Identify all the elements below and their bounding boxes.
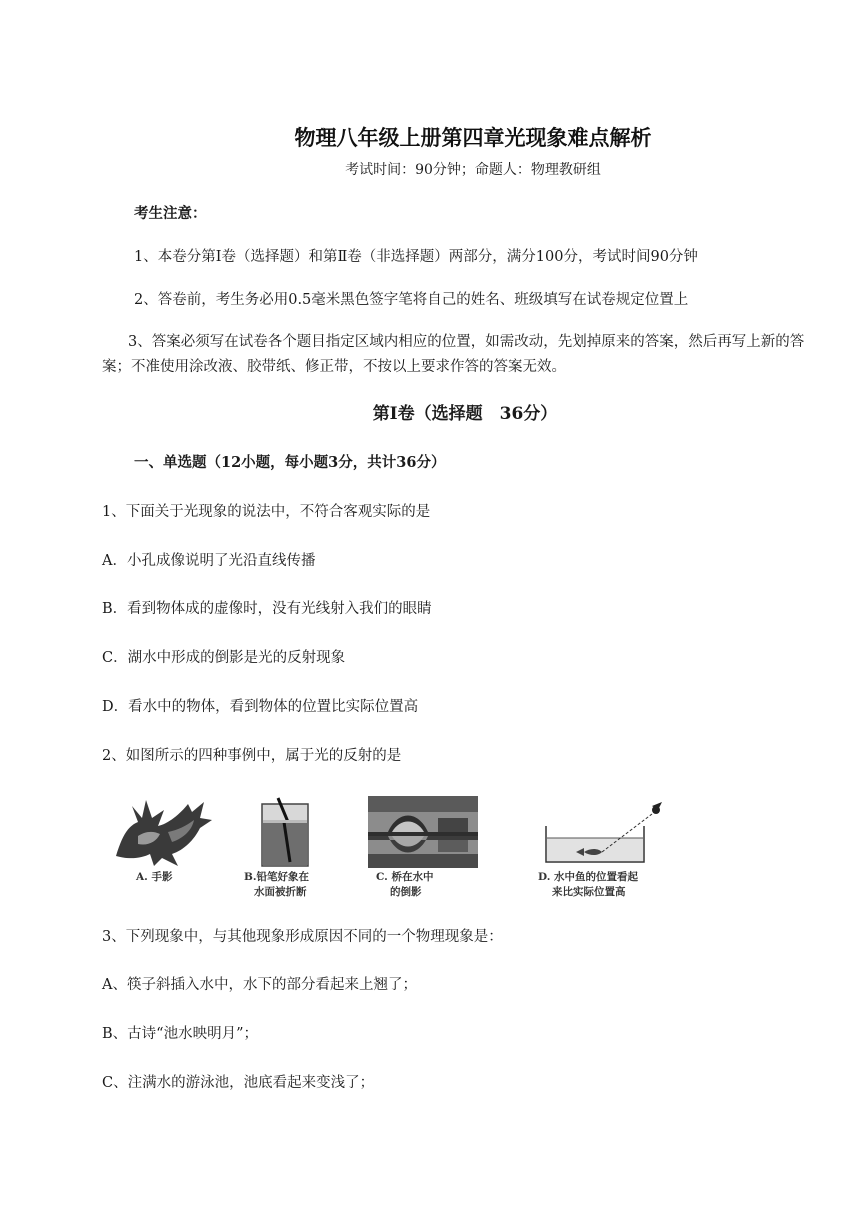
question-2-stem: 2、如图所示的四种事例中，属于光的反射的是 [102, 748, 402, 764]
part1-heading: 第Ⅰ卷（选择题 36分） [372, 404, 558, 424]
caption-a: A. 手影 [136, 871, 173, 883]
fish-in-water-image [540, 796, 670, 868]
question-3-option-b: B、古诗“池水映明月”； [102, 1026, 258, 1042]
question-3-option-c: C、注满水的游泳池，池底看起来变浅了； [102, 1075, 375, 1091]
notice-heading: 考生注意： [134, 205, 207, 222]
notice-item-3: 3、答案必须写在试卷各个题目指定区域内相应的位置，如需改动，先划掉原来的答案，然后再写上新的答案；不准使用涂改液、胶带纸、修正带，不按以上要求作答的答案无效。 [102, 334, 805, 375]
caption-d-line1: D. 水中鱼的位置看起 [538, 871, 639, 883]
question-3-option-a: A、筷子斜插入水中，水下的部分看起来上翘了； [102, 977, 417, 993]
notice-item-2: 2、答卷前，考生务必用0.5毫米黑色签字笔将自己的姓名、班级填写在试卷规定位置上 [134, 292, 689, 308]
question-1-option-a: A．小孔成像说明了光沿直线传播 [102, 553, 316, 569]
question-1-option-b: B．看到物体成的虚像时，没有光线射入我们的眼睛 [102, 601, 432, 617]
question-3-stem: 3、下列现象中，与其他现象形成原因不同的一个物理现象是： [102, 929, 503, 945]
caption-c-line2: 的倒影 [390, 886, 422, 898]
section-heading-single-choice: 一、单选题（12小题，每小题3分，共计36分） [134, 454, 446, 471]
question-1-option-d: D．看水中的物体，看到物体的位置比实际位置高 [102, 699, 419, 715]
exam-subtitle: 考试时间：90分钟；命题人：物理教研组 [345, 162, 601, 178]
caption-b-line1: B.铅笔好象在 [244, 871, 310, 883]
pencil-in-water-image [260, 796, 312, 868]
exam-title: 物理八年级上册第四章光现象难点解析 [294, 125, 652, 150]
caption-c-line1: C. 桥在水中 [376, 871, 434, 883]
bridge-reflection-image [368, 796, 478, 868]
question-2-figure [108, 796, 708, 902]
caption-d-line2: 来比实际位置高 [552, 886, 626, 898]
question-1-stem: 1、下面关于光现象的说法中，不符合客观实际的是 [102, 504, 431, 520]
notice-item-1: 1、本卷分第Ⅰ卷（选择题）和第Ⅱ卷（非选择题）两部分，满分100分，考试时间90分钟 [134, 249, 698, 265]
hand-shadow-image [108, 796, 218, 868]
question-1-option-c: C．湖水中形成的倒影是光的反射现象 [102, 650, 346, 666]
caption-b-line2: 水面被折断 [254, 886, 307, 898]
